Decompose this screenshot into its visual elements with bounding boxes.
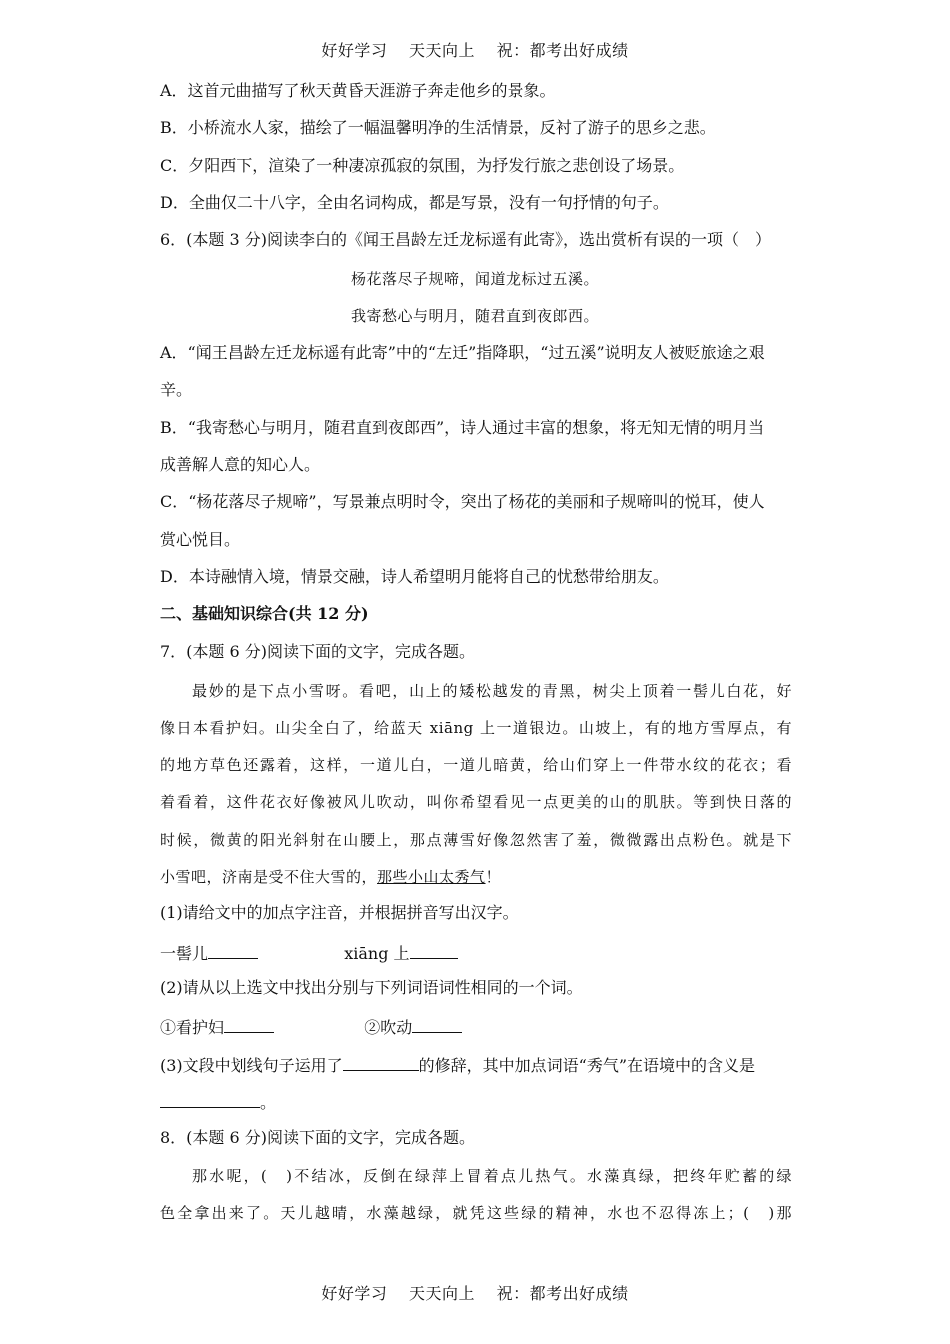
q7-sub2-items	[160, 1015, 792, 1038]
footer-left: 好好学习	[321, 1284, 388, 1303]
q7-sub1: (1)请给文中的加点字注音，并根据拼音写出汉字。	[160, 903, 519, 922]
q6-option-b: B．“我寄愁心与明月，随君直到夜郎西”，诗人通过丰富的想象，将无知无情的明月当	[160, 418, 765, 437]
q7-passage-line-5: 时候，微黄的阳光斜射在山腰上，那点薄雪好像忽然害了羞，微微露出点粉色。就是下	[160, 831, 792, 849]
footer-middle: 天天向上	[408, 1284, 475, 1303]
q6-option-b-cont: 成善解人意的知心人。	[160, 455, 321, 474]
q8-passage-line-1: 那水呢，( )不结冰，反倒在绿萍上冒着点儿热气。水藻真绿，把终年贮蓄的绿	[192, 1167, 792, 1185]
q7-passage-line-4: 着看着，这件花衣好像被风儿吹动，叫你希望看见一点更美的山的肌肤。等到快日落的	[160, 793, 792, 811]
q6-option-a: A．“闻王昌龄左迁龙标遥有此寄”中的“左迁”指降职，“过五溪”说明友人被贬旅途之艰	[160, 343, 765, 362]
sub1-item-2: xiāng 上	[344, 944, 410, 963]
q7-passage-line-2: 像日本看护妇。山尖全白了，给蓝天 xiāng 上一道银边。山坡上，有的地方雪厚点，有	[160, 719, 792, 737]
sub3-end: 。	[260, 1093, 277, 1112]
answer-blank[interactable]	[160, 1090, 260, 1108]
page-footer	[0, 1281, 950, 1304]
q6-poem-line-2: 我寄愁心与明月，随君直到夜郎西。	[350, 307, 599, 325]
q8-passage-line-2: 色全拿出来了。天儿越晴，水藻越绿，就凭这些绿的精神，水也不忍得冻上；( )那	[160, 1204, 792, 1222]
q7-stem: 7．(本题 6 分)阅读下面的文字，完成各题。	[160, 642, 476, 661]
sub2-item-1: ①看护妇	[160, 1018, 225, 1037]
header-right: 祝：都考出好成绩	[496, 41, 629, 60]
answer-blank[interactable]	[343, 1053, 419, 1071]
q6-option-c-cont: 赏心悦目。	[160, 530, 241, 549]
q6-poem-line-1: 杨花落尽子规啼，闻道龙标过五溪。	[350, 270, 599, 288]
q5-option-c: C．夕阳西下，渲染了一种凄凉孤寂的氛围，为抒发行旅之悲创设了场景。	[160, 156, 685, 175]
passage-text: 小雪吧，济南是受不住大雪的，	[160, 868, 378, 886]
q8-stem: 8．(本题 6 分)阅读下面的文字，完成各题。	[160, 1128, 476, 1147]
q7-passage-line-1: 最妙的是下点小雪呀。看吧，山上的矮松越发的青黑，树尖上顶着一髻儿白花，好	[192, 682, 792, 700]
answer-blank[interactable]	[410, 941, 458, 959]
q5-option-d: D．全曲仅二十八字，全由名词构成，都是写景，没有一句抒情的句子。	[160, 193, 669, 212]
q7-sub1-items	[160, 941, 792, 964]
q7-sub2: (2)请从以上选文中找出分别与下列词语词性相同的一个词。	[160, 978, 583, 997]
header-left: 好好学习	[321, 41, 388, 60]
q7-passage-line-6	[160, 866, 792, 887]
q6-option-c: C．“杨花落尽子规啼”，写景兼点明时令，突出了杨花的美丽和子规啼叫的悦耳，使人	[160, 492, 765, 511]
sub1-item-1: 一髻儿	[160, 944, 209, 963]
q6-stem: 6．(本题 3 分)阅读李白的《闻王昌龄左迁龙标遥有此寄》，选出赏析有误的一项（ ）	[160, 230, 772, 249]
page-header	[0, 38, 950, 61]
q7-passage-line-3: 的地方草色还露着，这样，一道儿白，一道儿暗黄，给山们穿上一件带水纹的花衣；看	[160, 756, 792, 774]
footer-right: 祝：都考出好成绩	[496, 1284, 629, 1303]
q6-option-a-cont: 辛。	[160, 380, 193, 399]
answer-blank[interactable]	[224, 1015, 274, 1033]
sub3-middle: 的修辞，其中加点词语“秀气”在语境中的含义是	[418, 1056, 756, 1075]
section-2-title: 二、基础知识综合(共 12 分)	[160, 604, 369, 623]
sub3-prefix: (3)文段中划线句子运用了	[160, 1056, 343, 1075]
header-middle: 天天向上	[408, 41, 475, 60]
underlined-sentence: 那些小山太秀气	[377, 868, 486, 886]
passage-text-end: ！	[485, 868, 502, 886]
sub2-item-2: ②吹动	[364, 1018, 413, 1037]
answer-blank[interactable]	[412, 1015, 462, 1033]
q5-option-a: A．这首元曲描写了秋天黄昏天涯游子奔走他乡的景象。	[160, 81, 556, 100]
answer-blank[interactable]	[208, 941, 258, 959]
q7-sub3-cont	[160, 1090, 792, 1113]
q7-sub3	[160, 1053, 792, 1076]
q6-option-d: D．本诗融情入境，情景交融，诗人希望明月能将自己的忧愁带给朋友。	[160, 567, 669, 586]
q5-option-b: B．小桥流水人家，描绘了一幅温馨明净的生活情景，反衬了游子的思乡之悲。	[160, 118, 716, 137]
